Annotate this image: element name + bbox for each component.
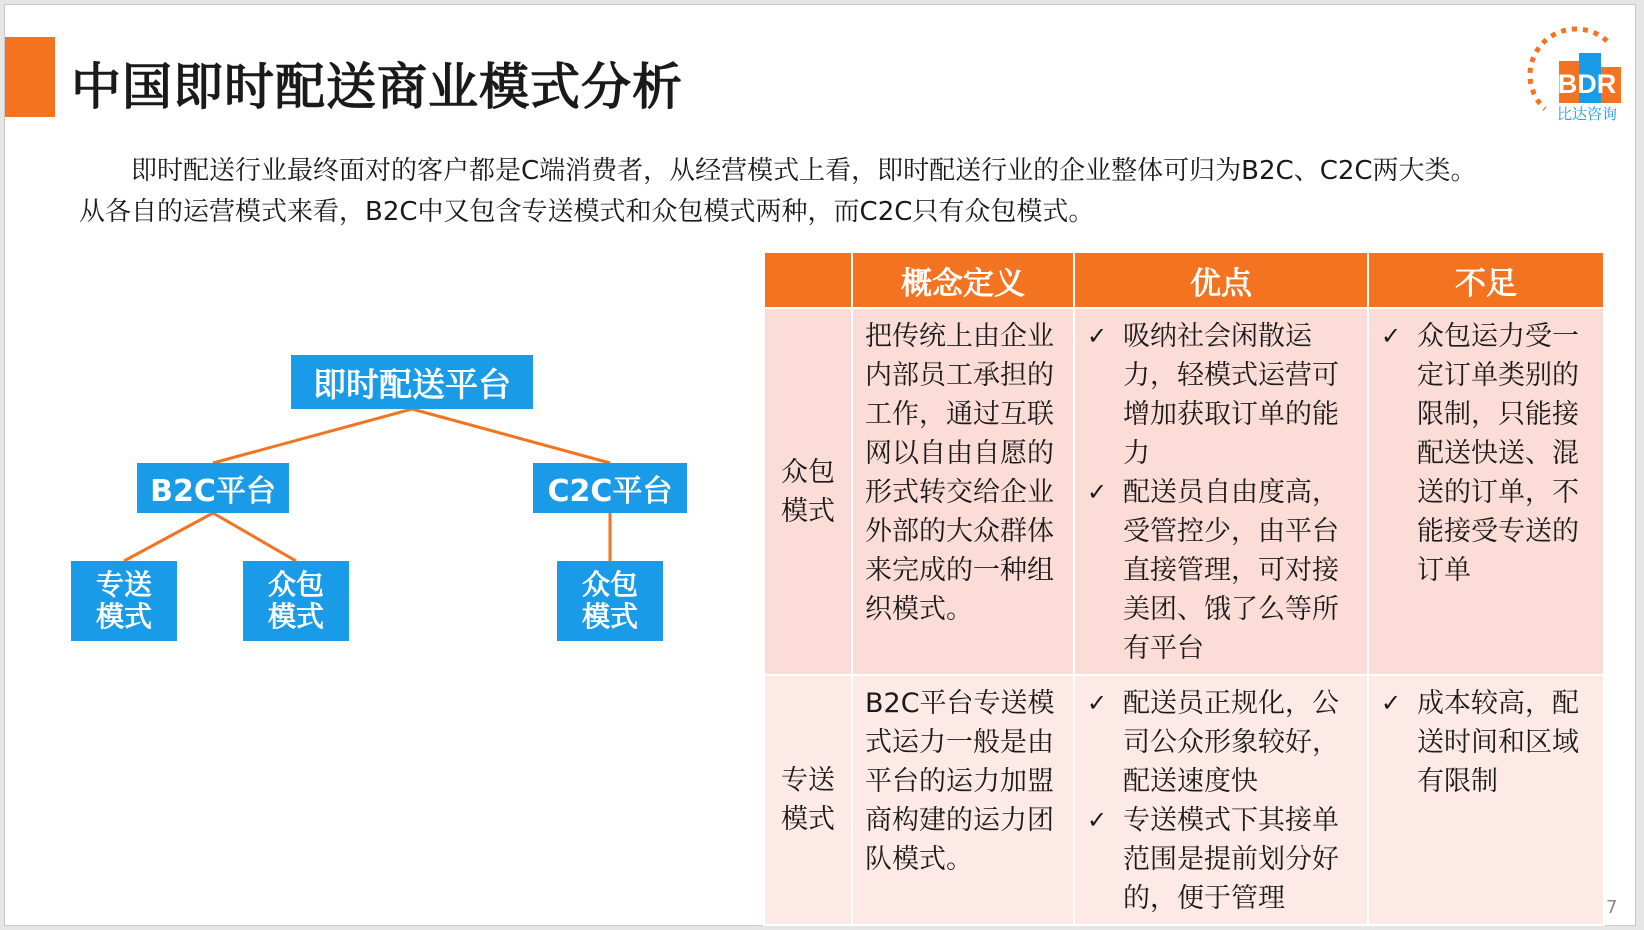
list-item: ✓ 配送员自由度高，受管控少，由平台直接管理，可对接美团、饿了么等所有平台 bbox=[1087, 473, 1357, 668]
intro-paragraph bbox=[79, 151, 1559, 233]
page-number: 7 bbox=[1606, 897, 1618, 918]
node-c2c-crowdsource-mode: 众包 模式 bbox=[557, 561, 663, 641]
header-blank bbox=[764, 252, 852, 308]
table-row bbox=[764, 675, 1604, 925]
definition-cell: B2C平台专送模式运力一般是由平台的运力加盟商构建的运力团队模式。 bbox=[852, 675, 1074, 925]
svg-text:比达咨询: 比达咨询 bbox=[1556, 105, 1618, 123]
connector-root-b2c bbox=[213, 409, 412, 463]
list-item: ✓ 众包运力受一定订单类别的限制，只能接配送快送、混送的订单，不能接受专送的订单 bbox=[1381, 317, 1593, 590]
header-pros: 优点 bbox=[1074, 252, 1368, 308]
platform-tree-diagram bbox=[5, 345, 705, 645]
node-b2c-crowdsource-mode: 众包 模式 bbox=[243, 561, 349, 641]
check-icon: ✓ bbox=[1087, 806, 1108, 834]
intro-line-1: 即时配送行业最终面对的客户都是C端消费者，从经营模式上看，即时配送行业的企业整体可归为B2C、C2C两大类。 bbox=[131, 156, 1477, 186]
pros-cell bbox=[1074, 308, 1368, 675]
page-title: 中国即时配送商业模式分析 bbox=[71, 58, 683, 116]
check-icon: ✓ bbox=[1087, 322, 1108, 350]
node-b2c-platform: B2C平台 bbox=[137, 463, 289, 513]
node-b2c-dedicated-mode: 专送 模式 bbox=[71, 561, 177, 641]
header-cons: 不足 bbox=[1368, 252, 1604, 308]
header-definition: 概念定义 bbox=[852, 252, 1074, 308]
slide bbox=[4, 4, 1636, 926]
check-icon: ✓ bbox=[1381, 322, 1402, 350]
bdr-logo bbox=[1515, 23, 1627, 123]
intro-line-2: 从各自的运营模式来看，B2C中又包含专送模式和众包模式两种，而C2C只有众包模式。 bbox=[79, 197, 1095, 227]
pros-cell bbox=[1074, 675, 1368, 925]
connector-root-c2c bbox=[412, 409, 610, 463]
connector-b2c-leaf1 bbox=[124, 513, 213, 561]
row-label-dedicated: 专送 模式 bbox=[764, 675, 852, 925]
table-row bbox=[764, 308, 1604, 675]
check-icon: ✓ bbox=[1087, 689, 1108, 717]
node-c2c-platform: C2C平台 bbox=[533, 463, 687, 513]
cons-cell bbox=[1368, 675, 1604, 925]
connector-b2c-leaf2 bbox=[213, 513, 296, 561]
list-item: ✓ 配送员正规化，公司公众形象较好，配送速度快 bbox=[1087, 684, 1357, 801]
definition-cell: 把传统上由企业内部员工承担的工作，通过互联网以自由自愿的形式转交给企业外部的大众群体来完成的一种组织模式。 bbox=[852, 308, 1074, 675]
row-label-crowdsource: 众包 模式 bbox=[764, 308, 852, 675]
mode-comparison-table bbox=[763, 251, 1605, 926]
node-instant-delivery-platform: 即时配送平台 bbox=[291, 355, 533, 409]
check-icon: ✓ bbox=[1087, 478, 1108, 506]
table-header-row bbox=[764, 252, 1604, 308]
list-item: ✓ 吸纳社会闲散运力，轻模式运营可增加获取订单的能力 bbox=[1087, 317, 1357, 473]
title-accent-bar bbox=[5, 37, 55, 117]
list-item: ✓ 专送模式下其接单范围是提前划分好的，便于管理 bbox=[1087, 801, 1357, 918]
svg-text:BDR: BDR bbox=[1557, 69, 1617, 99]
check-icon: ✓ bbox=[1381, 689, 1402, 717]
cons-cell bbox=[1368, 308, 1604, 675]
list-item: ✓ 成本较高，配送时间和区域有限制 bbox=[1381, 684, 1593, 801]
